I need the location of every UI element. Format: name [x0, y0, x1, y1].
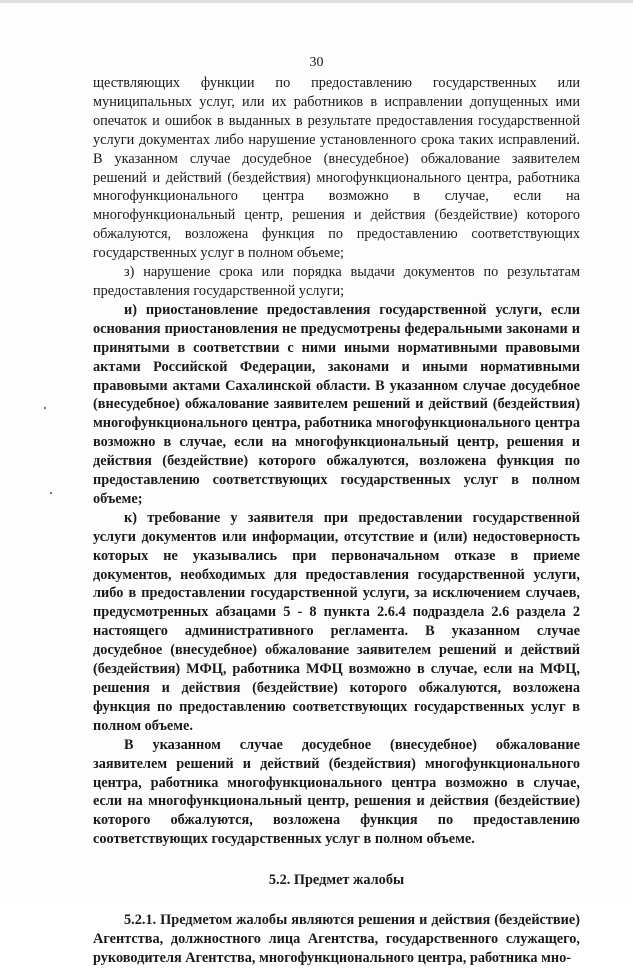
paragraph-5-2-1: 5.2.1. Предметом жалобы являются решения и действия (бездействие) Агентства, должностного лица Агентства, государственного служащего, руководителя Агентства, многофункционального центра, работника мно- — [93, 912, 580, 966]
scan-speck — [50, 492, 52, 494]
scan-edge — [0, 0, 633, 3]
scan-speck — [44, 407, 46, 409]
paragraph-item-z: з) нарушение срока или порядка выдачи документов по результатам предоставления государственной услуги; — [93, 264, 580, 299]
paragraph-continuation: ществляющих функции по предоставлению государственных или муниципальных услуг, или их работников в исправлении допущенных ими опечаток и ошибок в выданных в результате предоставления государственной услуги документах либо нарушение установленного срока таких исправлений. В указанном случае досудебное (внесудебное) обжалование заявителем решений и действий (бездействия) многофункционального центра, работника многофункционального центра возможно в случае, если на многофункциональный центр, решения и действия (бездействие) которого обжалуются, возложена функция по предоставлению соответствующих государственных услуг в полном объеме; — [93, 75, 580, 262]
paragraph-mfc-appeal: В указанном случае досудебное (внесудебное) обжалование заявителем решений и действий (бездействия) многофункционального центра, работника многофункционального центра возможно в случае, если на многофункциональный центр, решения и действия (бездействие) которого обжалуются, возложена функция по предоставлению соответствующих государственных услуг в полном объеме. — [93, 736, 580, 848]
document-body — [93, 74, 580, 968]
page-number: 30 — [309, 55, 324, 70]
paragraph-item-k: к) требование у заявителя при предоставлении государственной услуги документов или информации, отсутствие и (или) недостоверность которых не указывались при первоначальном отказе в приеме документов, необходимых для предоставления государственной услуги, либо в предоставлении государственной услуги, за исключением случаев, предусмотренных абзацами 5 - 8 пункта 2.6.4 подраздела 2.6 раздела 2 настоящего административного регламента. В указанном случае досудебное (внесудебное) обжалование заявителем решений и действий (бездействия) МФЦ, работника МФЦ возможно в случае, если на МФЦ, решения и действия (бездействие) которого обжалуются, возложена функция по предоставлению соответствующих государственных услуг в полном объеме. — [93, 509, 580, 734]
paragraph-item-i: и) приостановление предоставления государственной услуги, если основания приостановления не предусмотрены федеральными законами и принятыми в соответствии с ними иными нормативными правовыми актами Российской Федерации, законами и иными нормативными правовыми актами Сахалинской области. В указанном случае досудебное (внесудебное) обжалование заявителем решений и действий (бездействия) многофункционального центра, работника многофункционального центра возможно в случае, если на многофункциональный центр, решения и действия (бездействие) которого обжалуются, возложена функция по предоставлению соответствующих государственных услуг в полном объеме; — [93, 301, 580, 507]
section-heading: 5.2. Предмет жалобы — [268, 872, 405, 889]
